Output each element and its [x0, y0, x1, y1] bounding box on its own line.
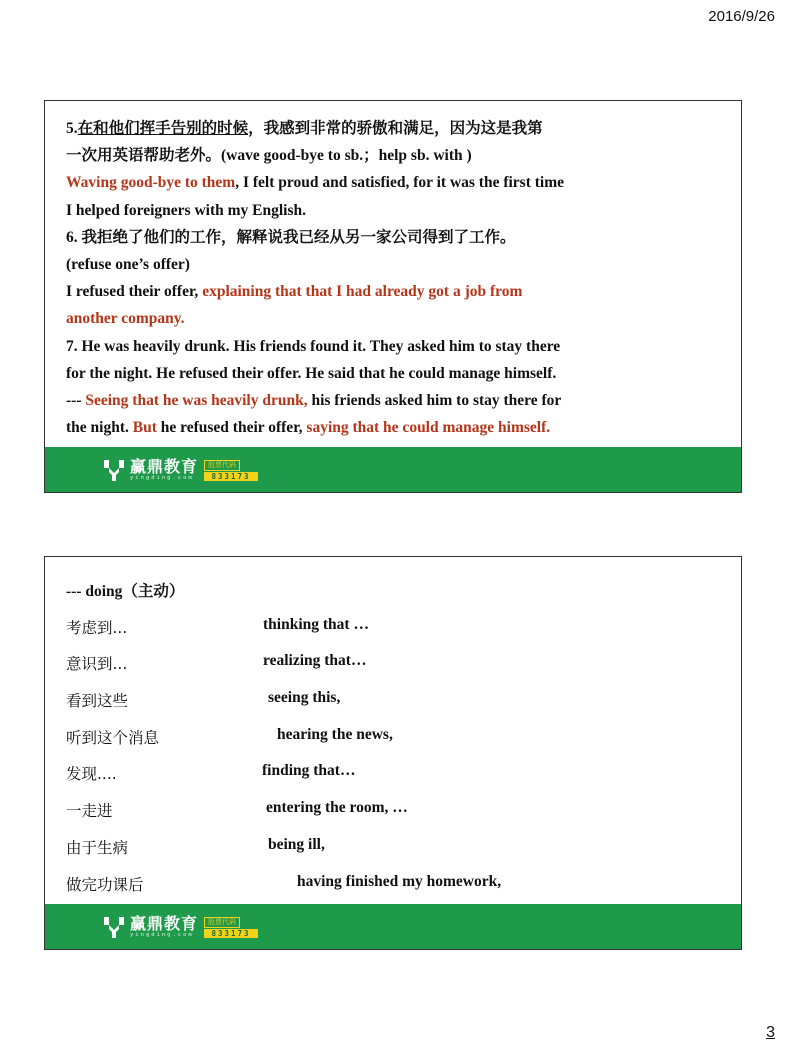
phrase-row: [66, 614, 741, 651]
heading-en: --- doing: [66, 583, 123, 600]
brand-url: yingding.com: [130, 474, 194, 481]
phrase-row: [66, 871, 741, 908]
slide-2-body: [45, 557, 741, 907]
phrase-cn: 听到这个消息: [66, 728, 160, 747]
brand-logo: [103, 914, 258, 940]
phrase-cn: 意识到...: [66, 655, 128, 674]
highlight-word: But: [132, 419, 157, 437]
slide-1-line-2: [66, 142, 741, 169]
highlight-phrase: explaining that that I had already got a job from: [202, 283, 523, 301]
slide-1-line-3: [66, 169, 741, 196]
sentence-text: ---: [66, 392, 86, 410]
phrase-en: entering the room, …: [266, 799, 408, 817]
phrase-en: thinking that …: [263, 615, 369, 633]
slide-1-line-12: [66, 414, 741, 441]
slide-1: [44, 100, 742, 493]
highlight-phrase: Waving good-bye to them: [66, 174, 236, 192]
phrase-cn: 由于生病: [66, 838, 129, 857]
slide-footer-bar: [45, 447, 741, 492]
slide-1-line-6: [66, 251, 741, 278]
slide-1-line-11: [66, 387, 741, 414]
phrase-row: [66, 687, 741, 724]
sentence-text: 7. He was heavily drunk. His friends found it. They asked him to stay there: [66, 337, 561, 355]
stock-label: 股票代码: [204, 917, 240, 928]
brand-name: 赢鼎教育: [130, 456, 199, 476]
page-date: 2016/9/26: [708, 8, 775, 25]
slide-2-heading: [66, 577, 741, 614]
hint-text: (wave good-bye to sb.: [221, 147, 364, 165]
brand-name: 赢鼎教育: [130, 913, 199, 933]
stock-code: 833173: [204, 472, 258, 481]
slide-1-line-8: [66, 305, 741, 332]
phrase-cn: 考虑到...: [66, 618, 128, 637]
separator: ；: [363, 146, 379, 165]
page-number: 3: [766, 1024, 775, 1041]
slide-1-line-1: [66, 115, 741, 142]
stock-code: 833173: [204, 929, 258, 938]
sentence-text: I helped foreigners with my English.: [66, 201, 306, 219]
hint-text: help sb. with ): [378, 147, 472, 165]
phrase-cn: 看到这些: [66, 692, 129, 711]
hint-text: (refuse one’s offer): [66, 256, 190, 274]
stock-label: 股票代码: [204, 460, 240, 471]
item-number-5: 5.: [66, 120, 78, 137]
sentence-text: ，我感到非常的骄傲和满足，因为这是我第: [248, 119, 543, 137]
phrase-en: hearing the news,: [277, 725, 393, 743]
phrase-cn: 一走进: [66, 802, 113, 821]
heading-cn: （主动）: [122, 582, 185, 600]
item-number-6: 6.: [66, 228, 82, 246]
slide-1-line-4: [66, 197, 741, 224]
slide-1-body: [45, 101, 741, 441]
slide-1-line-9: [66, 333, 741, 360]
sentence-text: I refused their offer,: [66, 283, 203, 301]
highlight-phrase: saying that he could manage himself.: [306, 419, 551, 437]
highlight-phrase: another company.: [66, 310, 185, 328]
sentence-text: , I felt proud and satisfied, for it was the first time: [235, 174, 565, 192]
slide-1-line-7: [66, 278, 741, 305]
phrase-row: [66, 834, 741, 871]
sentence-text: he refused their offer,: [156, 419, 307, 437]
phrase-row: [66, 760, 741, 797]
sentence-text: the night.: [66, 419, 133, 437]
phrase-row: [66, 724, 741, 761]
underlined-phrase: 在和他们挥手告别的时候: [77, 119, 249, 137]
brand-mark-icon: [103, 915, 125, 939]
phrase-en: being ill,: [268, 835, 325, 853]
highlight-phrase: Seeing that he was heavily drunk,: [85, 392, 308, 410]
brand-logo: [103, 457, 258, 483]
phrase-row: [66, 650, 741, 687]
slide-footer-bar: [45, 904, 741, 949]
phrase-en: realizing that…: [263, 652, 367, 670]
phrase-en: finding that…: [262, 762, 356, 780]
sentence-text: 我拒绝了他们的工作，解释说我已经从另一家公司得到了工作。: [81, 227, 516, 246]
brand-mark-icon: [103, 458, 125, 482]
phrase-row: [66, 797, 741, 834]
phrase-en: seeing this,: [268, 689, 341, 707]
sentence-text: his friends asked him to stay there for: [307, 392, 562, 410]
phrase-cn: 发现....: [66, 765, 117, 784]
slide-1-line-5: [66, 224, 741, 251]
sentence-text: for the night. He refused their offer. He said that he could manage himself.: [66, 364, 557, 382]
slide-1-line-10: [66, 360, 741, 387]
slide-2: [44, 556, 742, 950]
sentence-text: 一次用英语帮助老外。: [66, 146, 222, 165]
phrase-en: having finished my homework,: [297, 872, 502, 890]
brand-url: yingding.com: [130, 931, 194, 938]
phrase-cn: 做完功课后: [66, 875, 144, 894]
